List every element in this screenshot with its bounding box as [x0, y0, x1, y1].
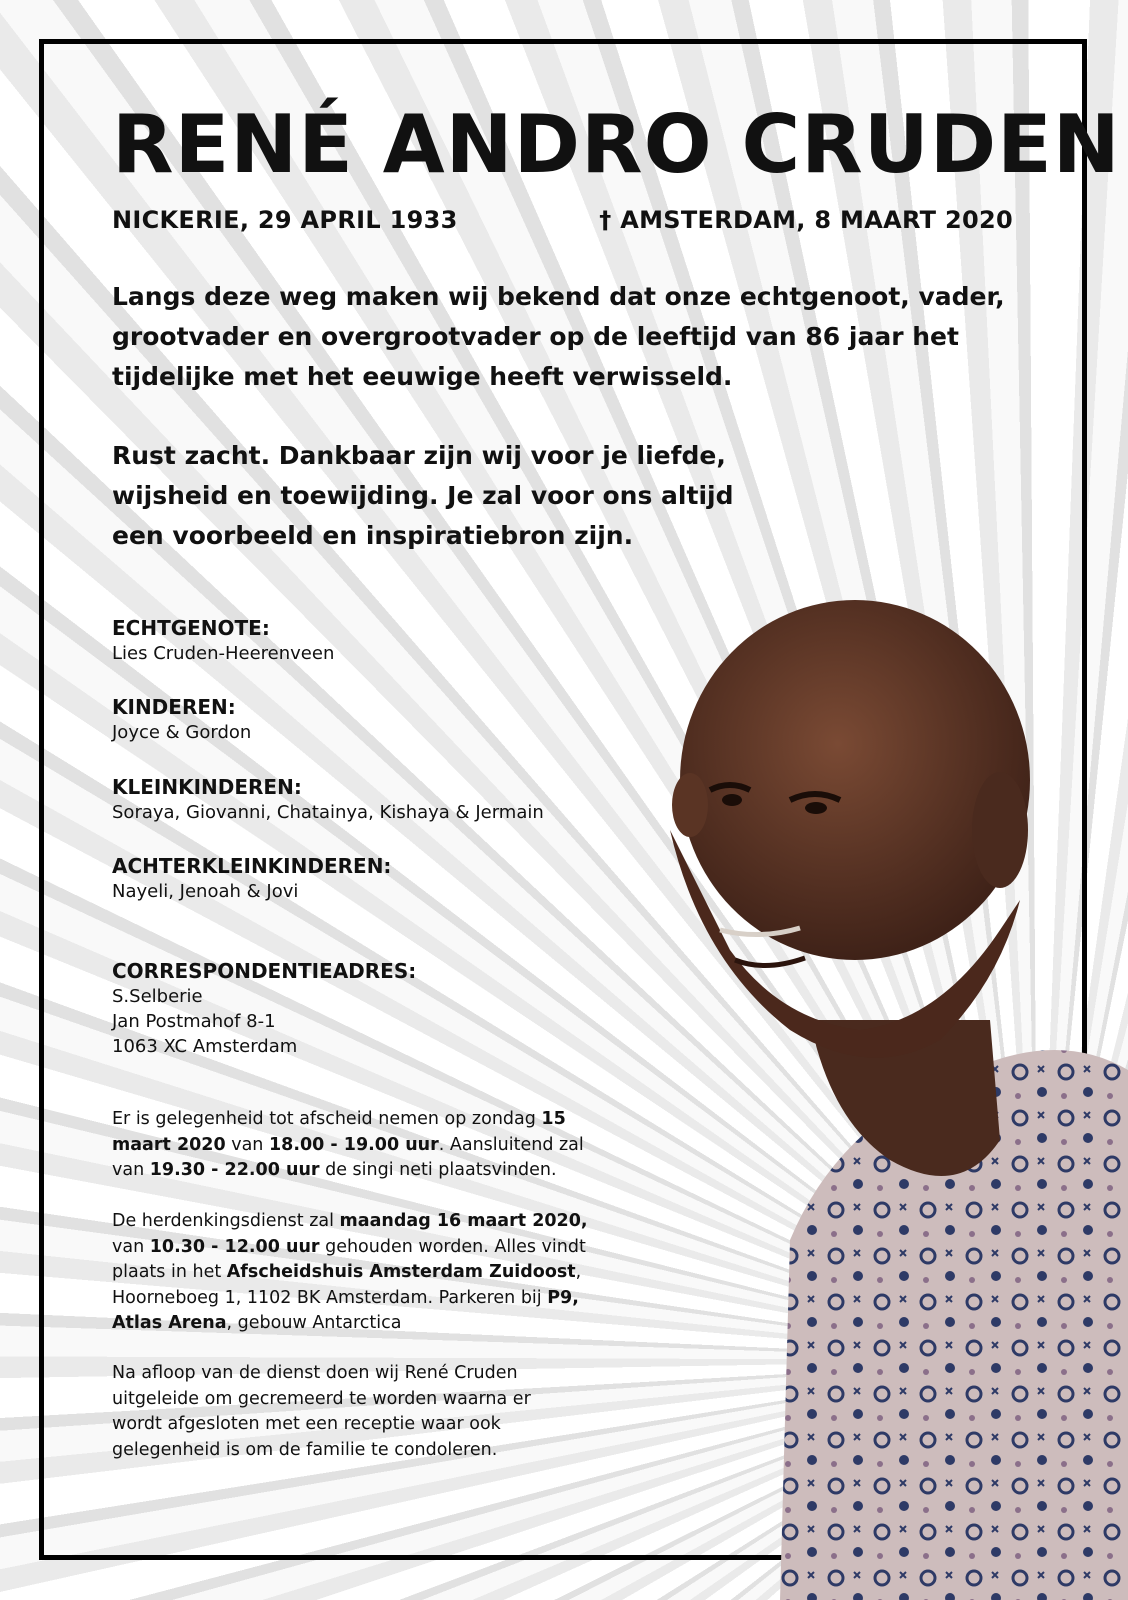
- dates-row: [112, 206, 1017, 234]
- visitation-paragraph: Er is gelegenheid tot afscheid nemen op zondag 15 maart 2020 van 18.00 - 19.00 uur. Aansluitend zal van 19.30 - 22.00 uur de singi neti plaatsvinden.: [112, 1109, 584, 1180]
- great-grandchildren-label: ACHTERKLEINKINDEREN:: [112, 854, 392, 878]
- portrait-photo: [640, 600, 1128, 1600]
- children-names: Joyce & Gordon: [112, 722, 252, 743]
- spouse-label: ECHTGENOTE:: [112, 616, 270, 640]
- deceased-name: RENÉ ANDRO CRUDEN: [112, 98, 1121, 191]
- address-label: CORRESPONDENTIEADRES:: [112, 959, 417, 983]
- grandchildren-label: KLEINKINDEREN:: [112, 775, 302, 799]
- address-line-3: 1063 XC Amsterdam: [112, 1036, 298, 1057]
- birth-place-date: NICKERIE, 29 APRIL 1933: [112, 206, 458, 234]
- spouse-name: Lies Cruden-Heerenveen: [112, 643, 335, 664]
- service-paragraph: De herdenkingsdienst zal maandag 16 maart 2020, van 10.30 - 12.00 uur gehouden worden. Alles vindt plaats in het Afscheidshuis Amsterdam Zuidoost, Hoorneboeg 1, 1102 BK Amsterdam. Parkeren bij P9, Atlas Arena, gebouw Antarctica: [112, 1211, 588, 1333]
- death-place-date: † AMSTERDAM, 8 MAART 2020: [599, 206, 1013, 234]
- children-label: KINDEREN:: [112, 695, 236, 719]
- grandchildren-names: Soraya, Giovanni, Chatainya, Kishaya & Jermain: [112, 802, 544, 823]
- great-grandchildren-names: Nayeli, Jenoah & Jovi: [112, 881, 299, 902]
- announcement-text: Langs deze weg maken wij bekend dat onze echtgenoot, vader, grootvader en overgrootvader op de leeftijd van 86 jaar het tijdelijke met het eeuwige heeft verwisseld.: [112, 282, 1005, 391]
- farewell-message: Rust zacht. Dankbaar zijn wij voor je liefde, wijsheid en toewijding. Je zal voor ons altijd een voorbeeld en inspiratiebron zijn.: [112, 441, 734, 550]
- closing-paragraph: Na afloop van de dienst doen wij René Cruden uitgeleide om gecremeerd te worden waarna er wordt afgesloten met een receptie waar ook gelegenheid is om de familie te condoleren.: [112, 1363, 531, 1460]
- address-line-1: S.Selberie: [112, 986, 203, 1007]
- address-line-2: Jan Postmahof 8-1: [112, 1011, 276, 1032]
